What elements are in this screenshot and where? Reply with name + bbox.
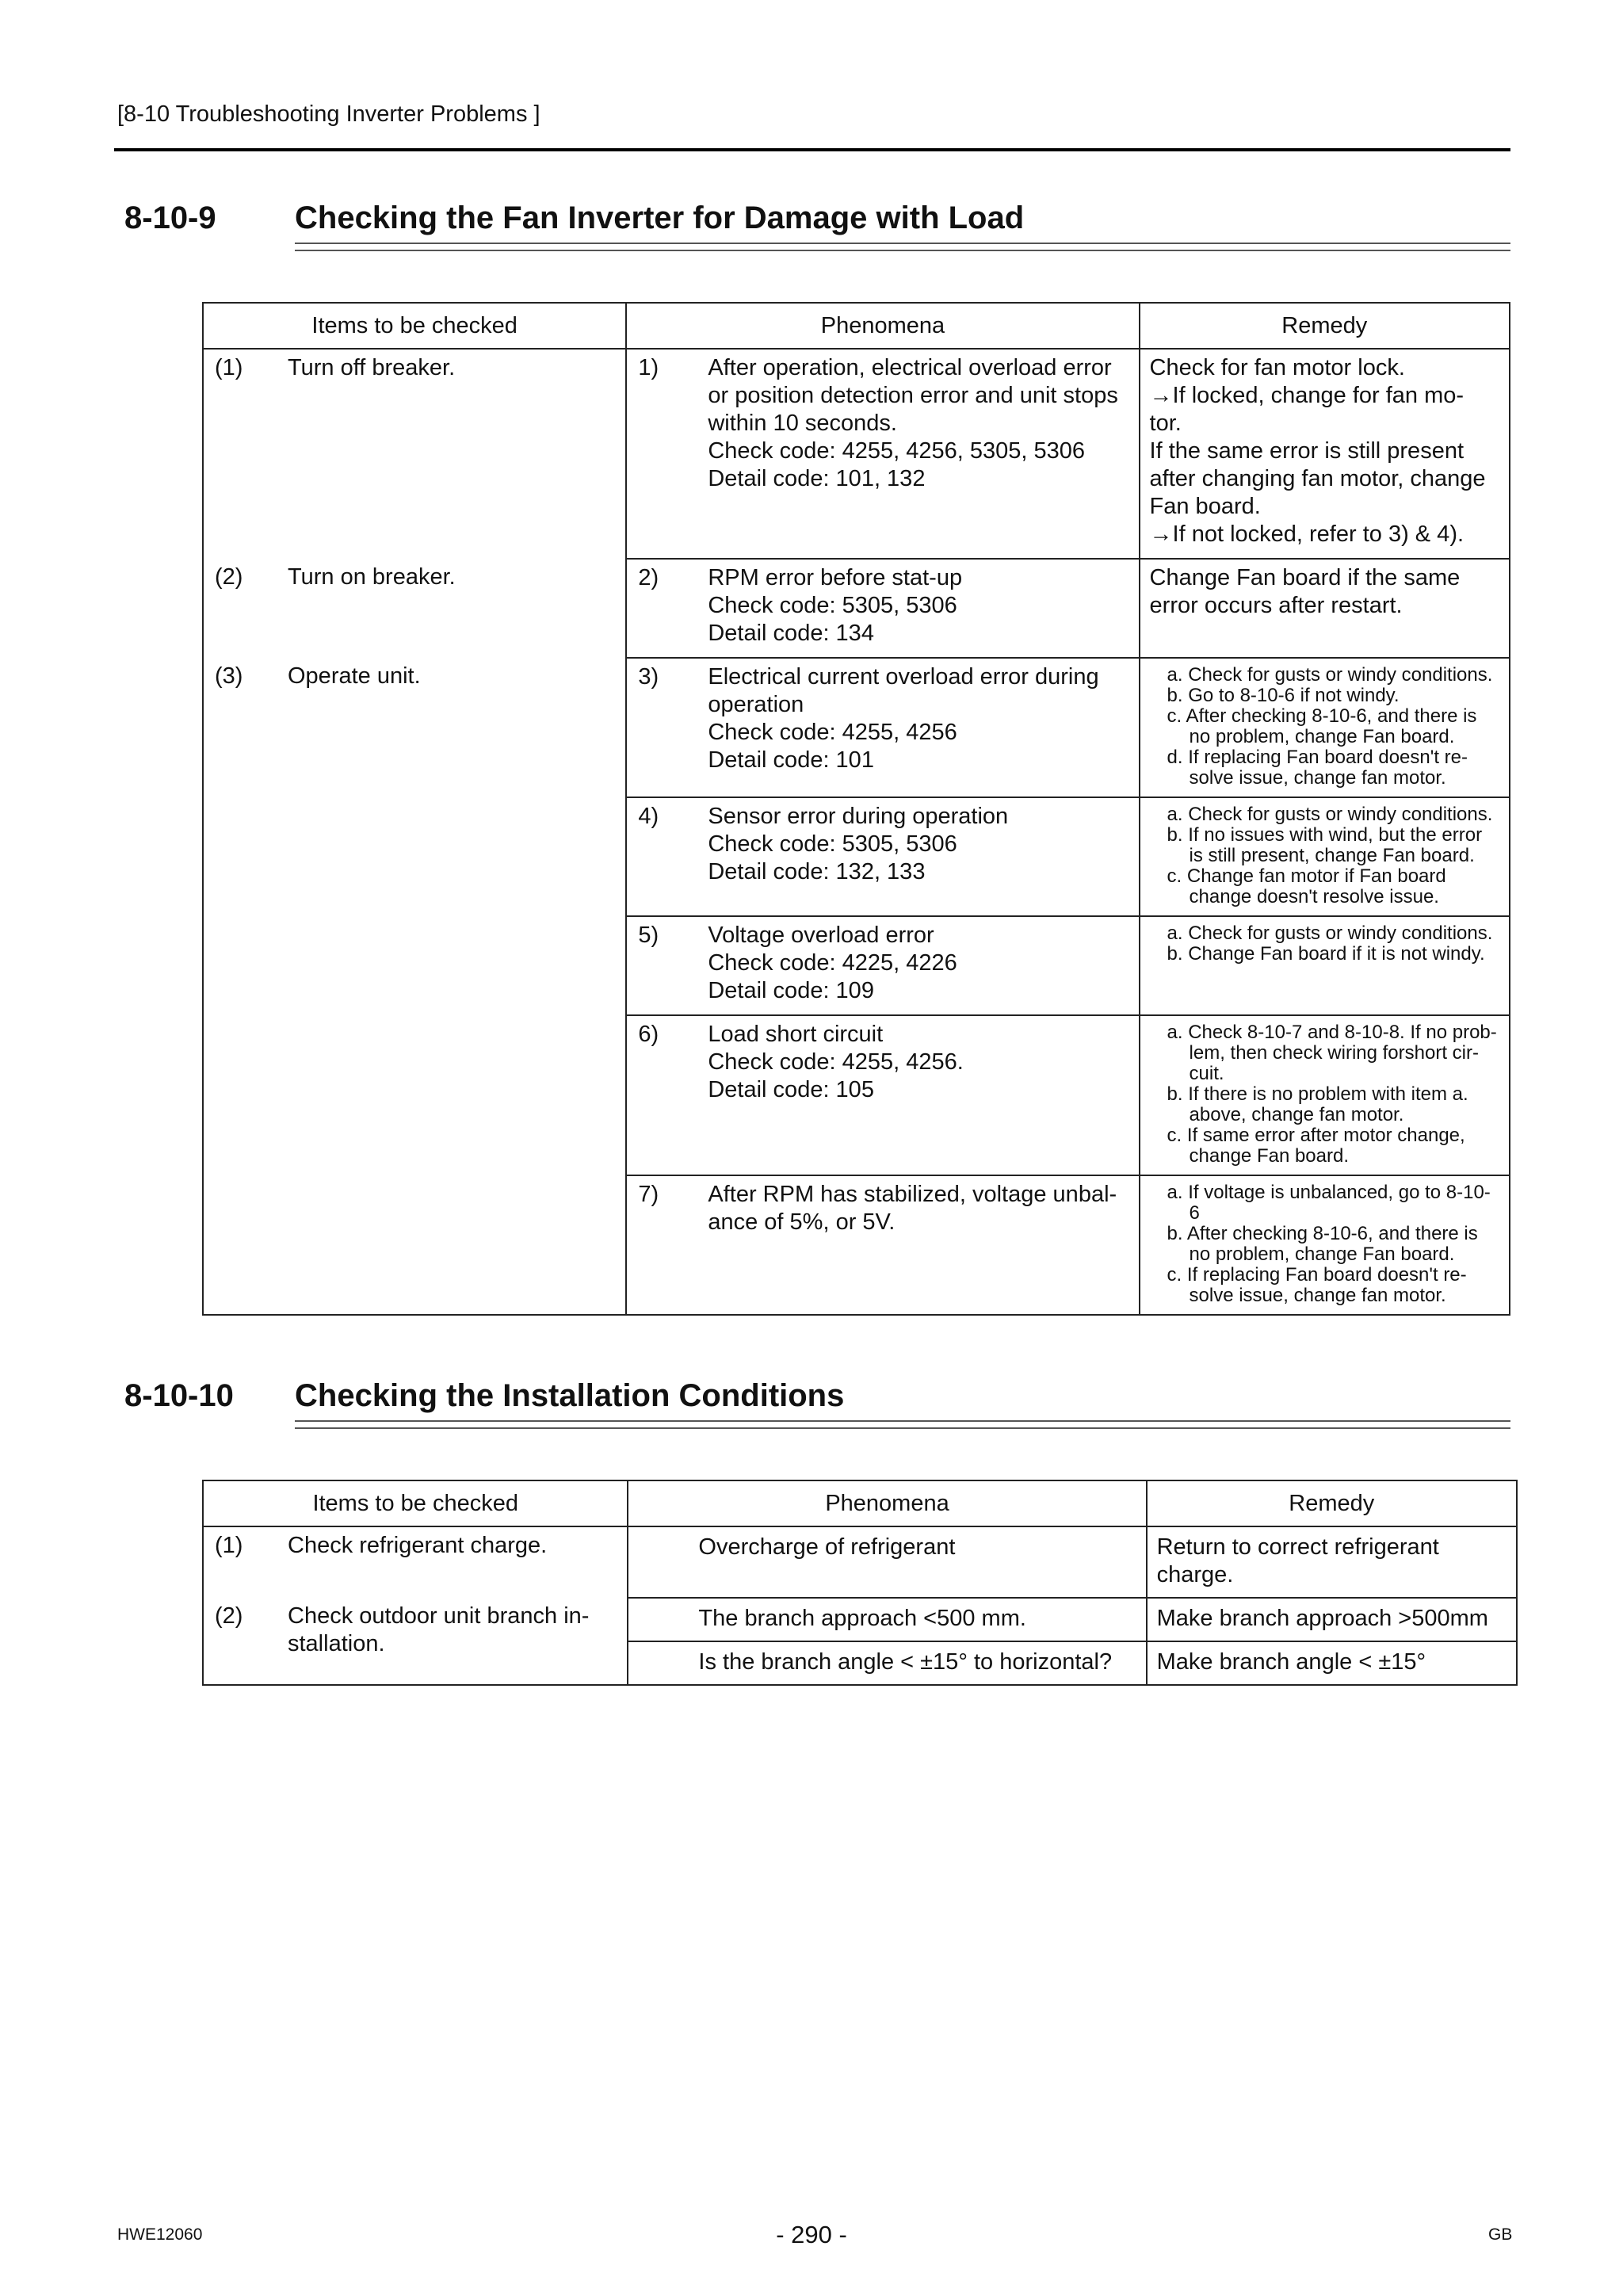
- check-code: Check code: 5305, 5306: [708, 593, 957, 618]
- installation-table: [202, 1480, 1518, 1686]
- detail-code: Detail code: 101, 132: [708, 466, 926, 491]
- check-code: Check code: 4225, 4226: [708, 950, 957, 976]
- phenomenon-text: Overcharge of refrigerant: [698, 1534, 956, 1560]
- detail-code: Detail code: 101: [708, 747, 874, 773]
- phenomenon-text: Sensor error during operation: [708, 804, 1009, 829]
- item-text: Turn on breaker.: [288, 564, 456, 590]
- remedy-line: c. Change fan motor if Fan board change doesn't resolve issue.: [1167, 865, 1446, 907]
- remedy-line: b. Go to 8-10-6 if not windy.: [1167, 685, 1400, 706]
- remedy-line: a. If voltage is unbalanced, go to 8-10- 6: [1167, 1182, 1491, 1224]
- remedy-text: Return to correct refrigerant charge.: [1156, 1534, 1439, 1587]
- page-header: [8-10 Troubleshooting Inverter Problems ]: [117, 101, 540, 127]
- item-number: (1): [215, 1533, 243, 1558]
- remedy-line: b. If no issues with wind, but the error is still present, change Fan board.: [1167, 824, 1483, 866]
- phenomenon-number: 1): [638, 355, 659, 380]
- phenomenon-number: 2): [638, 565, 659, 590]
- remedy-line: b. Change Fan board if it is not windy.: [1167, 943, 1485, 965]
- remedy-line: Check for fan motor lock.: [1149, 355, 1405, 380]
- footer-doc-id: HWE12060: [117, 2225, 203, 2244]
- phenomenon-text: After operation, electrical overload error or position detection error and unit stops within 10 seconds.: [708, 355, 1118, 436]
- table-row: [203, 349, 1510, 559]
- remedy-line: →If locked, change for fan mo- tor.: [1149, 383, 1465, 436]
- fan-inverter-table: [202, 302, 1510, 1316]
- section-number: 8-10-9: [124, 201, 216, 235]
- remedy-line: a. Check for gusts or windy conditions.: [1167, 804, 1493, 825]
- title-rule: [295, 1420, 1510, 1429]
- phenomenon-number: 6): [638, 1022, 659, 1047]
- item-text: Check refrigerant charge.: [288, 1533, 548, 1558]
- phenomenon-number: 4): [638, 804, 659, 829]
- section-title-fan-inverter: [124, 201, 1024, 236]
- column-header: Phenomena: [626, 303, 1139, 349]
- item-number: (3): [215, 663, 243, 689]
- phenomenon-text: After RPM has stabilized, voltage unbal- ance of 5%, or 5V.: [708, 1182, 1117, 1235]
- item-text: Check outdoor unit branch in- stallation.: [288, 1603, 590, 1656]
- remedy-line: a. Check for gusts or windy conditions.: [1167, 664, 1493, 686]
- phenomenon-text: Load short circuit: [708, 1022, 884, 1047]
- remedy-line: Change Fan board if the same error occurs after restart.: [1149, 565, 1461, 618]
- table-header-row: [203, 303, 1510, 349]
- check-code: Check code: 4255, 4256, 5305, 5306: [708, 438, 1086, 464]
- detail-code: Detail code: 109: [708, 978, 874, 1003]
- column-header: Items to be checked: [203, 1480, 628, 1526]
- remedy-line: →If not locked, refer to 3) & 4).: [1149, 521, 1465, 547]
- table-row: [203, 1598, 1517, 1641]
- remedy-line: d. If replacing Fan board doesn't re- solve issue, change fan motor.: [1167, 747, 1468, 789]
- phenomenon-text: RPM error before stat-up: [708, 565, 963, 590]
- item-text: Turn off breaker.: [288, 355, 456, 380]
- section-number: 8-10-10: [124, 1378, 234, 1413]
- remedy-text: Make branch approach >500mm: [1156, 1606, 1488, 1631]
- item-number: (2): [215, 564, 243, 590]
- phenomenon-number: 5): [638, 923, 659, 948]
- remedy-line: c. If replacing Fan board doesn't re- solve issue, change fan motor.: [1167, 1264, 1467, 1306]
- phenomenon-text: Voltage overload error: [708, 923, 934, 948]
- remedy-line: c. After checking 8-10-6, and there is no problem, change Fan board.: [1167, 705, 1477, 747]
- table-row: [203, 658, 1510, 797]
- column-header: Items to be checked: [203, 303, 626, 349]
- detail-code: Detail code: 134: [708, 621, 874, 646]
- check-code: Check code: 5305, 5306: [708, 831, 957, 857]
- remedy-line: b. After checking 8-10-6, and there is no problem, change Fan board.: [1167, 1223, 1478, 1265]
- phenomenon-text: Electrical current overload error during operation: [708, 664, 1099, 717]
- check-code: Check code: 4255, 4256: [708, 720, 957, 745]
- remedy-line: a. Check 8-10-7 and 8-10-8. If no prob- lem, then check wiring forshort cir- cuit.: [1167, 1022, 1497, 1084]
- phenomenon-text: Is the branch angle < ±15° to horizontal?: [698, 1649, 1113, 1675]
- column-header: Remedy: [1147, 1480, 1517, 1526]
- phenomenon-number: 7): [638, 1182, 659, 1207]
- table-header-row: [203, 1480, 1517, 1526]
- remedy-line: If the same error is still present after changing fan motor, change Fan board.: [1149, 438, 1486, 519]
- table-row: [203, 1526, 1517, 1598]
- item-number: (2): [215, 1603, 243, 1629]
- phenomenon-number: 3): [638, 664, 659, 690]
- detail-code: Detail code: 132, 133: [708, 859, 926, 884]
- remedy-line: c. If same error after motor change, change Fan board.: [1167, 1125, 1465, 1167]
- footer-page-number: - 290 -: [776, 2221, 847, 2248]
- title-rule: [295, 243, 1510, 251]
- item-text: Operate unit.: [288, 663, 421, 689]
- check-code: Check code: 4255, 4256.: [708, 1049, 964, 1075]
- column-header: Phenomena: [628, 1480, 1146, 1526]
- section-title-installation: [124, 1378, 844, 1414]
- footer-language: GB: [1488, 2225, 1513, 2244]
- table-row: [203, 559, 1510, 658]
- remedy-line: a. Check for gusts or windy conditions.: [1167, 923, 1493, 944]
- item-number: (1): [215, 355, 243, 380]
- section-heading: Checking the Fan Inverter for Damage with Load: [295, 201, 1025, 235]
- column-header: Remedy: [1140, 303, 1510, 349]
- header-rule: [114, 148, 1510, 151]
- detail-code: Detail code: 105: [708, 1077, 874, 1102]
- remedy-text: Make branch angle < ±15°: [1156, 1649, 1426, 1675]
- remedy-line: b. If there is no problem with item a. above, change fan motor.: [1167, 1083, 1468, 1125]
- phenomenon-text: The branch approach <500 mm.: [698, 1606, 1026, 1631]
- section-heading: Checking the Installation Conditions: [295, 1378, 845, 1413]
